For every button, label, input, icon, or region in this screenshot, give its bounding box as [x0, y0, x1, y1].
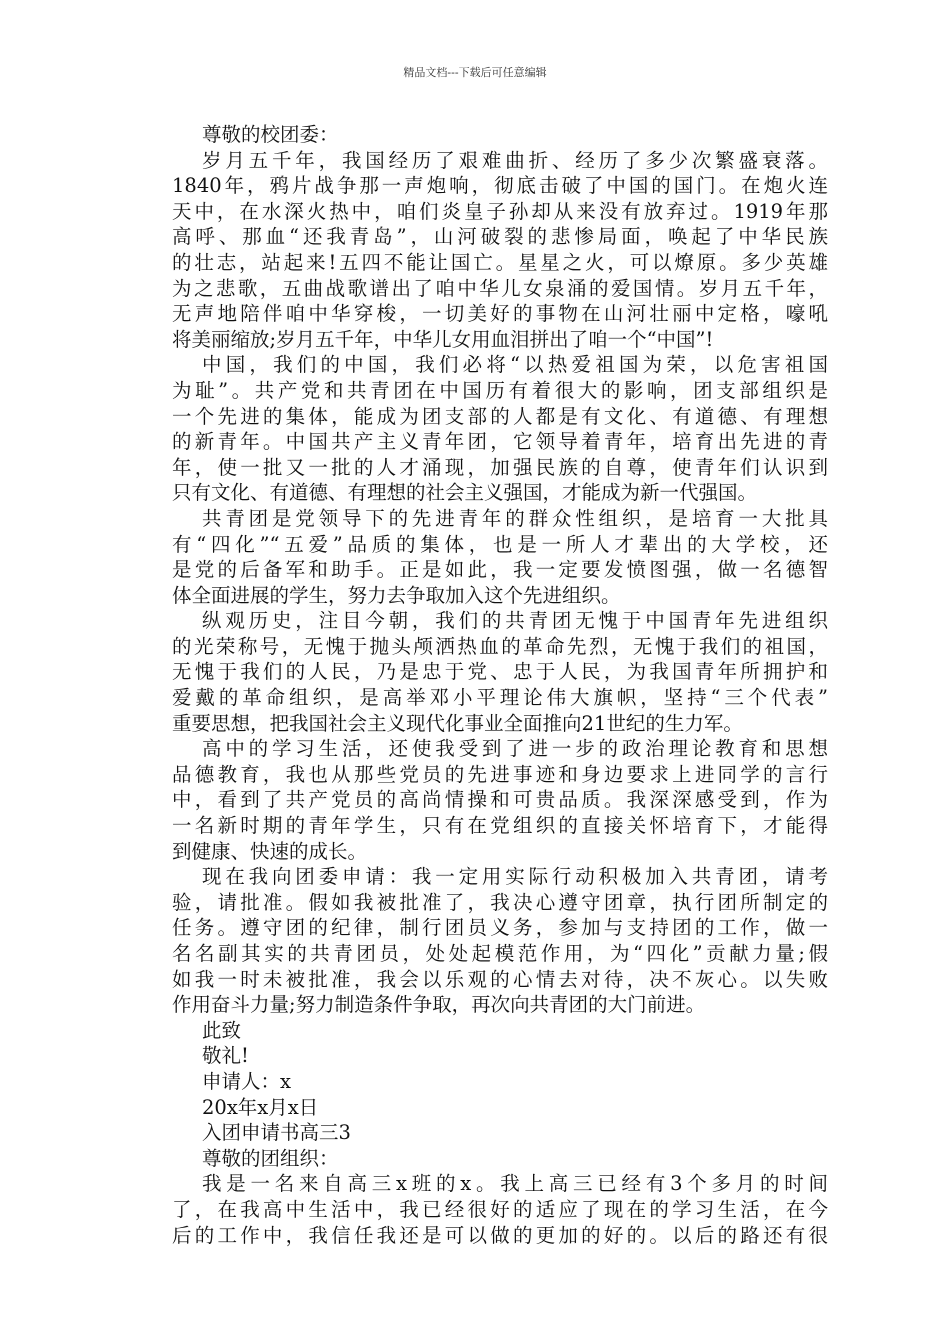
- text-line: 重要思想，把我国社会主义现代化事业全面推向21世纪的生力军。: [172, 711, 743, 735]
- text-line: 中国，我们的中国，我们必将“以热爱祖国为荣，以危害祖国: [202, 353, 828, 377]
- text-line: 的光荣称号，无愧于抛头颅洒热血的革命先烈，无愧于我们的祖国，: [172, 634, 828, 658]
- text-line: 到健康、快速的成长。: [172, 839, 368, 863]
- text-line: 作用奋斗力量;努力制造条件争取，再次向共青团的大门前进。: [172, 993, 706, 1017]
- text-line: 20x年x月x日: [202, 1095, 319, 1119]
- document-body: [172, 122, 828, 1248]
- text-line: 现在我向团委申请：我一定用实际行动积极加入共青团，请考: [202, 865, 828, 889]
- text-line: 一名新时期的青年学生，只有在党组织的直接关怀培育下，才能得: [172, 814, 828, 838]
- text-line: 体全面进展的学生，努力去争取加入这个先进组织。: [172, 583, 621, 607]
- text-line: 尊敬的校团委：: [202, 123, 339, 146]
- text-line: 爱戴的革命组织，是高举邓小平理论伟大旗帜，坚持“三个代表”: [172, 686, 828, 710]
- text-line: 无声地陪伴咱中华穿梭，一切美好的事物在山河壮丽中定格，嚎吼: [172, 302, 828, 326]
- text-line: 1840年，鸦片战争那一声炮响，彻底击破了中国的国门。在炮火连: [172, 174, 828, 198]
- text-line: 入团申请书高三3: [202, 1121, 351, 1145]
- text-line: 将美丽缩放;岁月五千年，中华儿女用血泪拼出了咱一个“中国”!: [172, 327, 714, 351]
- text-line: 为之悲歌，五曲战歌谱出了咱中华儿女泉涌的爱国情。岁月五千年，: [172, 276, 828, 300]
- text-line: 为耻”。共产党和共青团在中国历有着很大的影响，团支部组织是: [172, 378, 828, 402]
- text-line: 名名副其实的共青团员，处处起模范作用，为“四化”贡献力量;假: [172, 942, 828, 965]
- text-line: 了，在我高中生活中，我已经很好的适应了现在的学习生活，在今: [172, 1197, 828, 1221]
- text-line: 中，看到了共产党员的高尚情操和可贵品质。我深深感受到，作为: [172, 788, 828, 812]
- text-line: 共青团是党领导下的先进青年的群众性组织，是培育一大批具: [202, 506, 828, 530]
- text-line: 任务。遵守团的纪律，制行团员义务，参加与支持团的工作，做一: [172, 916, 828, 940]
- text-line: 无愧于我们的人民，乃是忠于党、忠于人民，为我国青年所拥护和: [172, 660, 828, 684]
- text-line: 我是一名来自高三x班的x。我上高三已经有3个多月的时间: [202, 1172, 828, 1196]
- text-line: 验，请批准。假如我被批准了，我决心遵守团章，执行团所制定的: [172, 890, 828, 914]
- text-line: 尊敬的团组织：: [202, 1146, 339, 1170]
- text-line: 有“四化”“五爱”品质的集体，也是一所人才辈出的大学校，还: [172, 532, 828, 556]
- text-line: 品德教育，我也从那些党员的先进事迹和身边要求上进同学的言行: [172, 762, 828, 786]
- text-line: 高呼、那血“还我青岛”，山河破裂的悲惨局面，唤起了中华民族: [172, 225, 828, 249]
- text-line: 天中，在水深火热中，咱们炎皇子孙却从来没有放弃过。1919年那: [172, 199, 828, 223]
- text-line: 此致: [202, 1018, 242, 1042]
- text-line: 后的工作中，我信任我还是可以做的更加的好的。以后的路还有很: [172, 1223, 828, 1247]
- text-line: 只有文化、有道德、有理想的社会主义强国，才能成为新一代强国。: [172, 481, 758, 505]
- text-line: 岁月五千年，我国经历了艰难曲折、经历了多少次繁盛衰落。: [202, 148, 828, 172]
- text-line: 的壮志，站起来!五四不能让国亡。星星之火，可以燎原。多少英雄: [172, 250, 828, 274]
- text-line: 一个先进的集体，能成为团支部的人都是有文化、有道德、有理想: [172, 404, 828, 428]
- text-line: 高中的学习生活，还使我受到了进一步的政治理论教育和思想: [202, 737, 828, 761]
- text-line: 申请人：x: [202, 1069, 291, 1093]
- text-line: 的新青年。中国共产主义青年团，它领导着青年，培育出先进的青: [172, 430, 828, 454]
- text-line: 年，使一批又一批的人才涌现，加强民族的自尊，使青年们认识到: [172, 455, 828, 479]
- text-line: 敬礼!: [202, 1044, 249, 1068]
- page-header: 精品文档---下载后可任意编辑: [403, 66, 547, 79]
- text-line: 如我一时未被批准，我会以乐观的心情去对待，决不灰心。以失败: [172, 967, 828, 991]
- text-line: 是党的后备军和助手。正是如此，我一定要发愤图强，做一名德智: [172, 558, 828, 582]
- text-line: 纵观历史，注目今朝，我们的共青团无愧于中国青年先进组织: [202, 609, 828, 633]
